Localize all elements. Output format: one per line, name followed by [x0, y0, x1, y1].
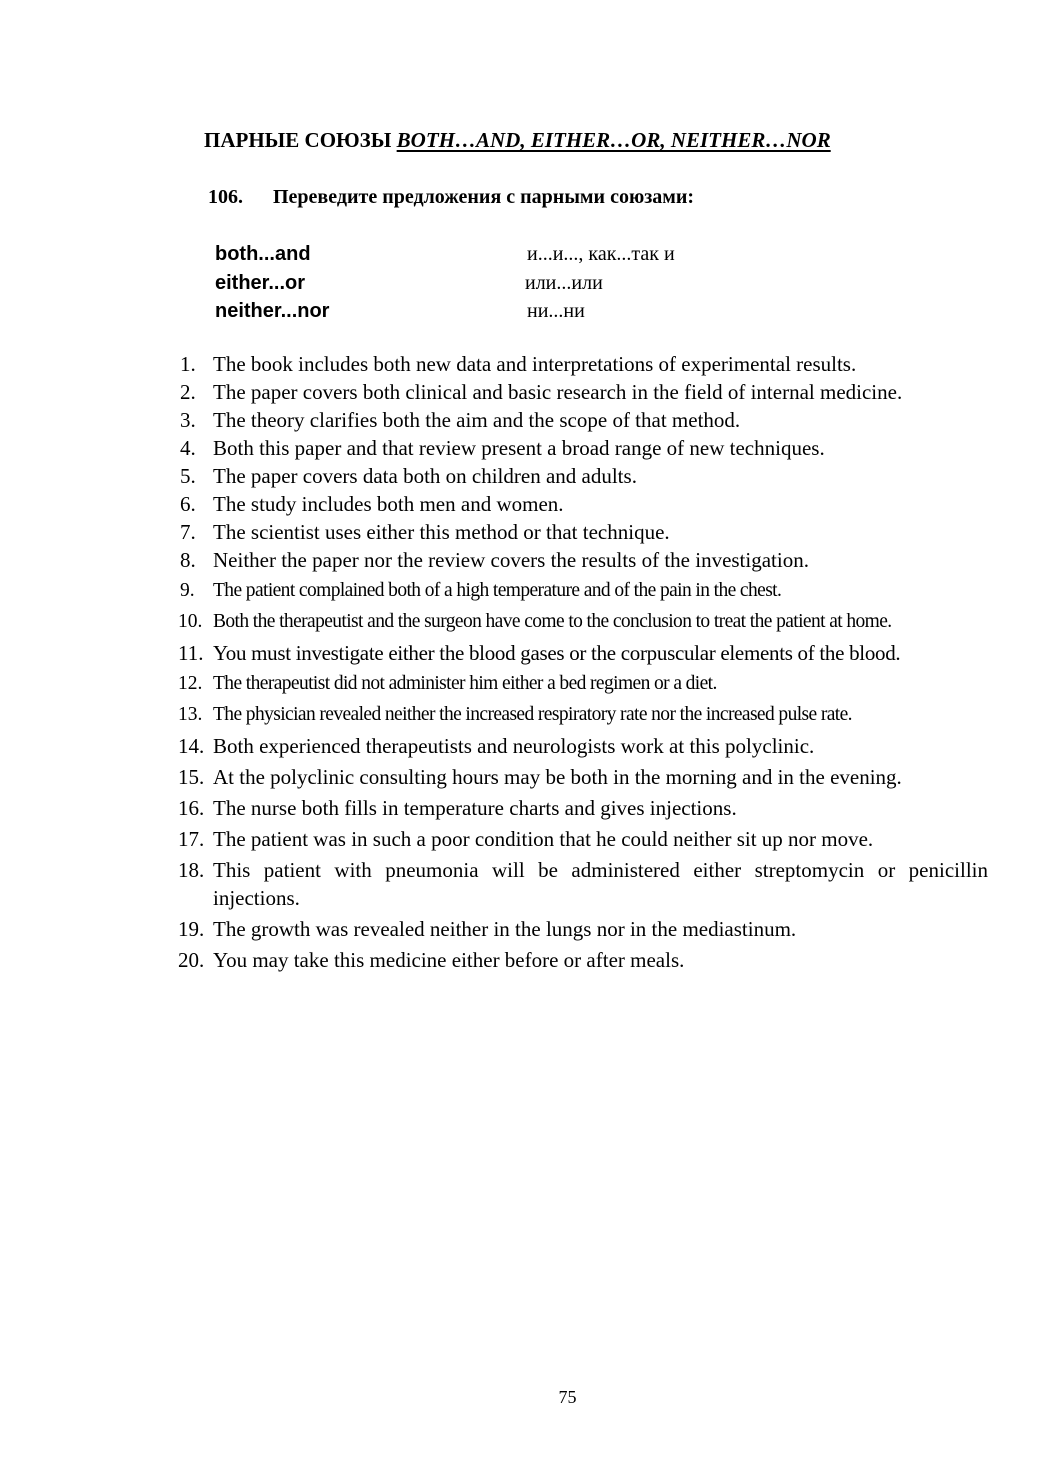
item-text: The physician revealed neither the increased respiratory rate nor the increased pulse rate. [213, 704, 852, 725]
item-text: The book includes both new data and interpretations of experimental results. [213, 352, 857, 376]
item-number: 6. [180, 492, 196, 516]
list-item [180, 856, 988, 912]
item-number: 2. [180, 380, 196, 404]
list-item [180, 946, 988, 974]
exercise-instruction: Переведите предложения с парными союзами: [273, 186, 695, 208]
list-item [180, 794, 988, 822]
vocabulary-english: either...or [215, 271, 306, 294]
list-item [180, 825, 988, 853]
list-item [180, 406, 988, 434]
vocabulary-russian: или...или [525, 271, 603, 294]
sentence-list [180, 350, 988, 977]
list-item [180, 378, 988, 406]
item-number: 8. [180, 548, 196, 572]
vocabulary-table [215, 240, 815, 326]
list-item [180, 577, 988, 605]
item-text: At the polyclinic consulting hours may be both in the morning and in the evening. [213, 765, 902, 789]
item-number: 9. [180, 580, 195, 601]
item-number: 20. [178, 948, 205, 972]
item-text: The theory clarifies both the aim and the scope of that method. [213, 408, 741, 432]
list-item [180, 608, 988, 636]
list-item [180, 546, 988, 574]
item-number: 7. [180, 520, 196, 544]
page-number: 75 [558, 1387, 577, 1407]
item-number: 16. [178, 796, 205, 820]
list-item [180, 462, 988, 490]
item-text: The therapeutist did not administer him either a bed regimen or a diet. [213, 673, 717, 694]
item-number: 1. [180, 352, 196, 376]
item-text: You must investigate either the blood gases or the corpuscular elements of the blood. [213, 641, 901, 665]
item-number: 5. [180, 464, 196, 488]
item-text: The scientist uses either this method or that technique. [213, 520, 670, 544]
item-number: 12. [178, 673, 203, 694]
item-number: 15. [178, 765, 205, 789]
item-text: The growth was revealed neither in the lungs nor in the mediastinum. [213, 917, 797, 941]
item-text: The study includes both men and women. [213, 492, 564, 516]
vocabulary-russian: и...и..., как...так и [527, 243, 675, 265]
list-item [180, 434, 988, 462]
vocabulary-row [215, 240, 815, 269]
list-item [180, 915, 988, 943]
vocabulary-row [215, 297, 815, 326]
item-text: The patient complained both of a high temperature and of the pain in the chest. [213, 580, 782, 601]
item-text: The nurse both fills in temperature charts and gives injections. [213, 796, 737, 820]
list-item [180, 518, 988, 546]
exercise-heading [208, 186, 694, 209]
item-number: 4. [180, 436, 196, 460]
list-item [180, 763, 988, 791]
vocabulary-russian: ни...ни [527, 300, 585, 322]
item-number: 17. [178, 827, 205, 851]
list-item [180, 490, 988, 518]
item-text: The paper covers data both on children and adults. [213, 464, 637, 488]
item-text: Both this paper and that review present a broad range of new techniques. [213, 436, 825, 460]
item-number: 11. [178, 641, 204, 665]
item-text: Both experienced therapeutists and neurologists work at this polyclinic. [213, 734, 815, 758]
item-text: You may take this medicine either before or after meals. [213, 948, 685, 972]
list-item [180, 639, 988, 667]
item-number: 13. [178, 704, 203, 725]
item-text: Neither the paper nor the review covers the results of the investigation. [213, 548, 809, 572]
page-title-conjunctions: BOTH…AND, EITHER…OR, NEITHER…NOR [396, 128, 831, 152]
list-item [180, 670, 988, 698]
item-number: 19. [178, 917, 205, 941]
vocabulary-row [215, 269, 815, 298]
page-title-prefix: ПАРНЫЕ СОЮЗЫ [204, 128, 397, 152]
list-item [180, 732, 988, 760]
item-number: 18. [178, 858, 205, 882]
list-item [180, 350, 988, 378]
exercise-number: 106. [208, 186, 243, 208]
item-text: This patient with pneumonia will be administered either streptomycin or penicillin injections. [213, 858, 988, 910]
item-number: 10. [178, 611, 203, 632]
vocabulary-english: neither...nor [215, 300, 330, 322]
page-title [204, 128, 831, 153]
vocabulary-english: both...and [215, 243, 311, 265]
item-number: 3. [180, 408, 196, 432]
item-text: Both the therapeutist and the surgeon have come to the conclusion to treat the patient at home. [213, 611, 892, 632]
item-number: 14. [178, 734, 205, 758]
item-text: The paper covers both clinical and basic research in the field of internal medicine. [213, 380, 903, 404]
item-text: The patient was in such a poor condition that he could neither sit up nor move. [213, 827, 874, 851]
list-item [180, 701, 988, 729]
